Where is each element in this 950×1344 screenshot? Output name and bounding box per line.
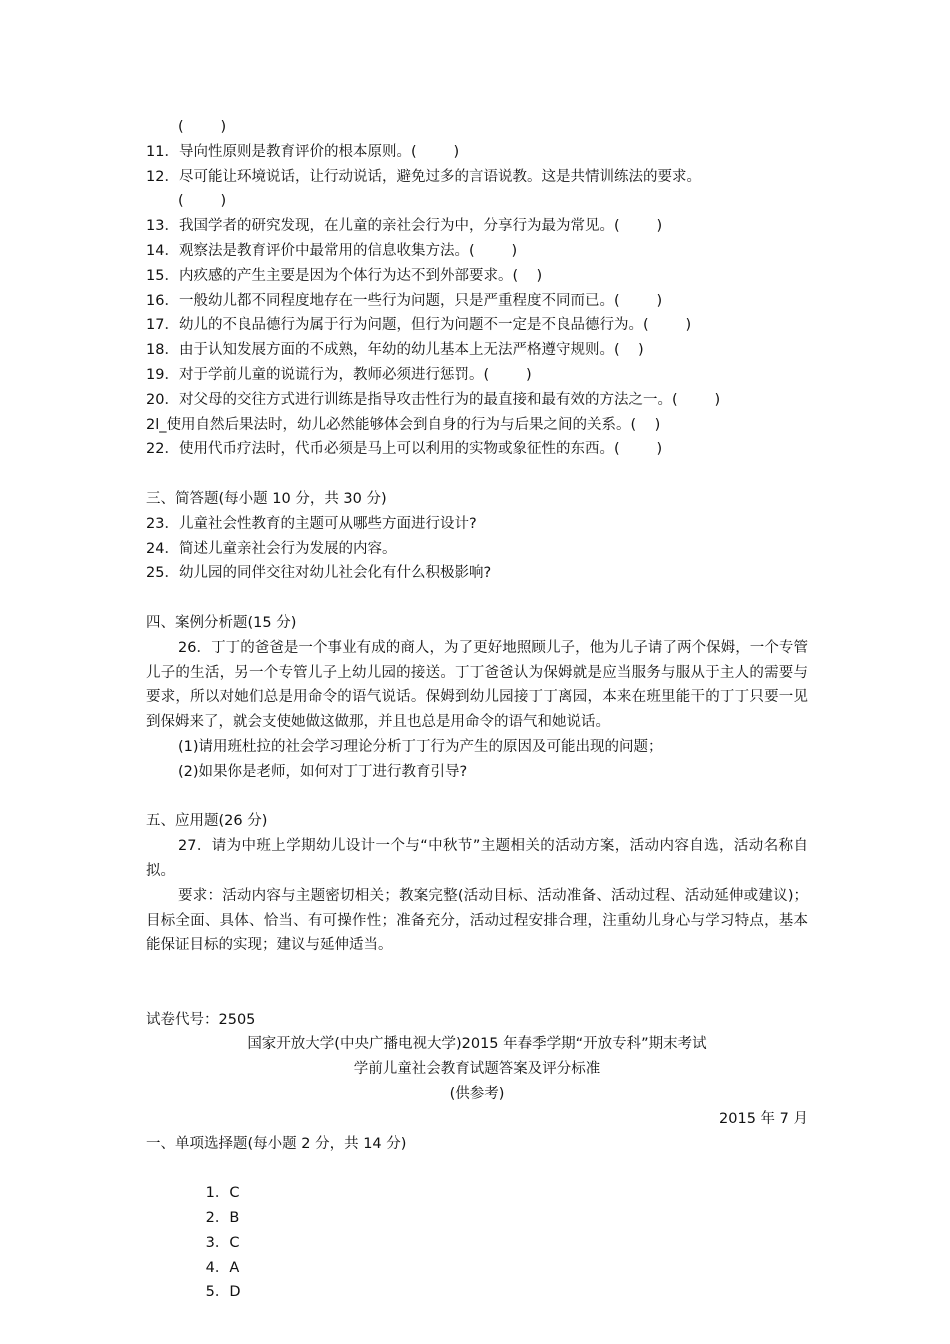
judgment-item: ( ) [178,193,227,210]
question-item: (1)请用班杜拉的社会学习理论分析丁丁行为产生的原因及可能出现的问题； [178,738,663,755]
judgment-item: 15．内疚感的产生主要是因为个体行为达不到外部要求。( ) [146,267,543,284]
judgment-item: 22．使用代币疗法时，代币必须是马上可以利用的实物或象征性的东西。( ) [146,441,663,458]
answer-note: (供参考) [449,1086,505,1103]
judgment-item: 13．我国学者的研究发现，在儿童的亲社会行为中，分享行为最为常见。( ) [146,218,663,235]
answer-title: 国家开放大学(中央广播电视大学)2015 年春季学期“开放专科”期末考试 [247,1036,707,1053]
question-item: 24．简述儿童亲社会行为发展的内容。 [146,540,397,557]
judgment-item: 16．一般幼儿都不同程度地存在一些行为问题，只是严重程度不同而已。( ) [146,292,663,309]
answer-item: 5．D [205,1284,241,1301]
section-heading: 一、单项选择题(每小题 2 分，共 14 分) [146,1135,407,1152]
case-paragraph: 26．丁丁的爸爸是一个事业有成的商人，为了更好地照顾儿子，他为儿子请了两个保姆，一个专管儿子的生活，另一个专管儿子上幼儿园的接送。丁丁爸爸认为保姆就是应当服务与服从于主人的需要与要求，所以对她们总是用命令的语气说话。保姆到幼儿园接丁丁离园，本来在班里能干的丁丁只要一见到保姆来了，就会支使她做这做那，并且也总是用命令的语气和她说话。 [146,639,808,731]
judgment-item: 11．导向性原则是教育评价的根本原则。( ) [146,143,460,160]
judgment-item: 20．对父母的交往方式进行训练是指导攻击性行为的最直接和最有效的方法之一。( ) [146,391,721,408]
judgment-item: ( ) [178,119,227,135]
section-case-analysis [146,611,808,785]
judgment-item: 17．幼儿的不良品德行为属于行为问题，但行为问题不一定是不良品德行为。( ) [146,317,692,334]
judgment-item: 2l_使用自然后果法时，幼儿必然能够体会到自身的行为与后果之间的关系。( ) [146,416,661,433]
judgment-item: 14．观察法是教育评价中最常用的信息收集方法。( ) [146,242,518,259]
answer-key [146,1008,808,1301]
answer-row [146,1156,808,1301]
section-short-answer [146,487,808,586]
judgment-item: 18．由于认知发展方面的不成熟，年幼的幼儿基本上无法严格遵守规则。( ) [146,342,644,359]
answer-date: 2015 年 7 月 [719,1110,808,1127]
judgment-list [146,115,808,462]
answer-item: 3．C [205,1234,240,1251]
answer-item: 4．A [205,1259,240,1276]
requirement-paragraph: 要求：活动内容与主题密切相关；教案完整(活动目标、活动准备、活动过程、活动延伸或建议)；目标全面、具体、恰当、有可操作性；准备充分，活动过程安排合理，注重幼儿身心与学习特点，基本能保证目标的实现；建议与延伸适当。 [146,887,808,954]
case-text [146,636,808,735]
section-heading: 三、简答题(每小题 10 分，共 30 分) [146,490,387,507]
section-heading: 四、案例分析题(15 分) [146,614,297,631]
task-paragraph: 27．请为中班上学期幼儿设计一个与“中秋节”主题相关的活动方案，活动内容自选，活动名称自拟。 [146,838,808,879]
question-item: (2)如果你是老师，如何对丁丁进行教育引导? [178,763,468,780]
exam-page [146,115,808,1301]
answer-item: 2．B [205,1210,240,1227]
answer-subtitle: 学前儿童社会教育试题答案及评分标准 [353,1061,601,1078]
paper-code: 试卷代号：2505 [146,1011,256,1028]
judgment-item: 19．对于学前儿童的说谎行为，教师必须进行惩罚。( ) [146,366,532,383]
section-application [146,809,808,958]
section-heading: 五、应用题(26 分) [146,813,268,830]
question-item: 23．儿童社会性教育的主题可从哪些方面进行设计? [146,515,477,532]
answer-item: 1．C [205,1185,240,1202]
question-item: 25．幼儿园的同伴交往对幼儿社会化有什么积极影响? [146,565,492,582]
judgment-item: 12．尽可能让环境说话，让行动说话，避免过多的言语说教。这是共情训练法的要求。 [146,168,701,185]
